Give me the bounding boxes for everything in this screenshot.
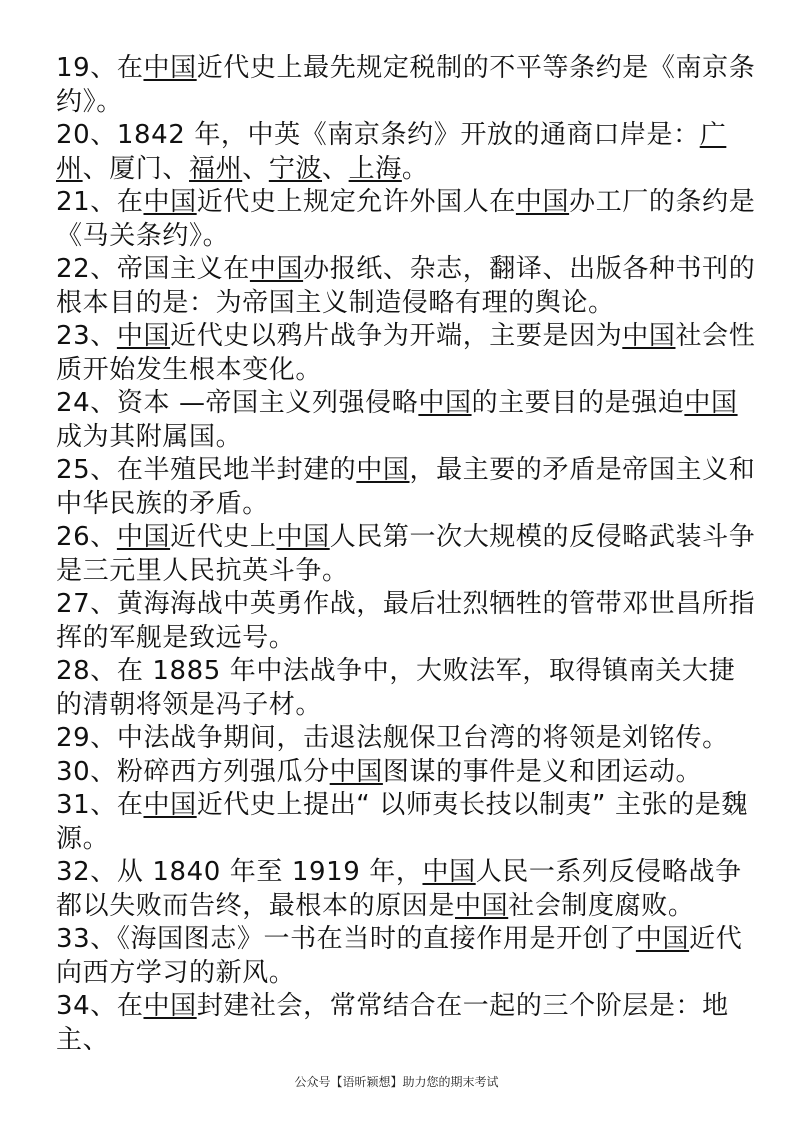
- item-text: 近代向西方学习的新风。: [56, 924, 743, 988]
- document-body: [56, 52, 756, 1057]
- item-text: 19、在: [56, 53, 144, 83]
- underlined-term: 中国: [418, 388, 472, 418]
- item-text: 22、帝国主义在: [56, 254, 250, 284]
- item-text: 办工厂的条约是《马关条约》。: [56, 187, 756, 251]
- underlined-term: 中国: [356, 455, 410, 485]
- underlined-term: 宁波: [268, 153, 323, 184]
- item-text: 图谋的事件是义和团运动。: [382, 756, 703, 787]
- item-text: 、: [242, 153, 269, 184]
- question-item: [56, 521, 756, 588]
- item-text: 28、在 1885 年中法战争中，大败法军，取得镇南关大捷的清朝将领是冯子材。: [56, 656, 736, 720]
- item-text: 社会制度腐败。: [508, 890, 695, 921]
- item-text: 34、在: [56, 991, 144, 1021]
- item-text: 近代史上最先规定税制的不平等条约是《南京条约》。: [56, 53, 756, 117]
- underlined-term: 福州: [189, 153, 243, 184]
- item-text: 。: [401, 153, 429, 184]
- item-text: 32、从 1840 年至 1919 年，: [56, 857, 423, 887]
- item-text: 近代史上提出“ 以师夷长技以制夷” 主张的是魏源。: [56, 790, 748, 854]
- item-text: 33、《海国图志》一书在当时的直接作用是开创了: [56, 924, 636, 954]
- item-text: 21、在: [56, 187, 144, 217]
- underlined-term: 中国: [684, 388, 738, 418]
- underlined-term: 中国: [635, 924, 690, 954]
- question-item: [56, 52, 756, 119]
- item-text: 近代史以鸦片战争为开端，主要是因为: [170, 321, 623, 351]
- item-text: ，最主要的矛盾是帝国主义和中华民族的矛盾。: [56, 455, 756, 519]
- question-item: [56, 990, 756, 1057]
- question-item: [56, 923, 756, 990]
- underlined-term: 中国: [116, 321, 171, 351]
- question-item: [56, 856, 756, 923]
- underlined-term: 中国: [116, 522, 171, 552]
- item-text: 24、资本 —帝国主义列强侵略: [56, 388, 419, 418]
- question-item: [56, 722, 756, 756]
- item-text: 23、: [56, 321, 117, 351]
- item-text: 、厦门、: [82, 153, 190, 184]
- underlined-term: 中国: [422, 857, 476, 887]
- item-text: 的主要目的是强迫: [471, 388, 685, 418]
- underlined-term: 中国: [249, 254, 304, 284]
- item-text: 30、粉碎西方列强瓜分: [56, 756, 330, 787]
- item-text: 20、1842 年，中英《南京条约》开放的通商口岸是：: [56, 120, 700, 150]
- item-text: 人民一系列反侵略战争都以失败而告终，最根本的原因是: [56, 857, 742, 921]
- item-text: 29、中法战争期间，击退法舰保卫台湾的将领是刘铭传。: [56, 723, 729, 753]
- item-text: 、: [322, 153, 349, 184]
- underlined-term: 中国: [622, 321, 676, 351]
- item-text: 31、在: [56, 790, 144, 820]
- question-item: [56, 789, 756, 856]
- item-text: 封建社会，常常结合在一起的三个阶层是：地主、: [56, 991, 729, 1055]
- item-text: 近代史上: [170, 522, 277, 552]
- page-footer: 公众号【语昕颖想】助力您的期末考试: [294, 1075, 499, 1089]
- question-item: [56, 655, 756, 722]
- question-item: [56, 756, 756, 790]
- underlined-term: 广州: [56, 120, 727, 184]
- question-item: [56, 588, 756, 655]
- underlined-term: 中国: [329, 756, 383, 787]
- item-text: 近代史上规定允许外国人在: [196, 187, 516, 217]
- underlined-term: 中国: [143, 53, 197, 83]
- question-item: [56, 320, 756, 387]
- question-item: [56, 119, 756, 186]
- question-item: [56, 253, 756, 320]
- item-text: 26、: [56, 522, 117, 552]
- item-text: 人民第一次大规模的反侵略武装斗争是三元里人民抗英斗争。: [56, 522, 756, 586]
- underlined-term: 上海: [348, 153, 402, 184]
- underlined-term: 中国: [143, 790, 197, 820]
- underlined-term: 中国: [276, 522, 330, 552]
- underlined-term: 中国: [143, 991, 197, 1021]
- underlined-term: 中国: [455, 890, 509, 921]
- item-text: 成为其附属国。: [56, 421, 243, 452]
- question-item: [56, 454, 756, 521]
- item-text: 27、黄海海战中英勇作战，最后壮烈牺牲的管带邓世昌所指挥的军舰是致远号。: [56, 589, 756, 653]
- question-item: [56, 186, 756, 253]
- question-item: [56, 387, 756, 454]
- item-text: 社会性质开始发生根本变化。: [56, 321, 756, 385]
- underlined-term: 中国: [515, 187, 570, 217]
- item-text: 25、在半殖民地半封建的: [56, 455, 357, 485]
- item-text: 办报纸、杂志，翻译、出版各种书刊的根本目的是：为帝国主义制造侵略有理的舆论。: [56, 254, 756, 318]
- underlined-term: 中国: [143, 187, 197, 217]
